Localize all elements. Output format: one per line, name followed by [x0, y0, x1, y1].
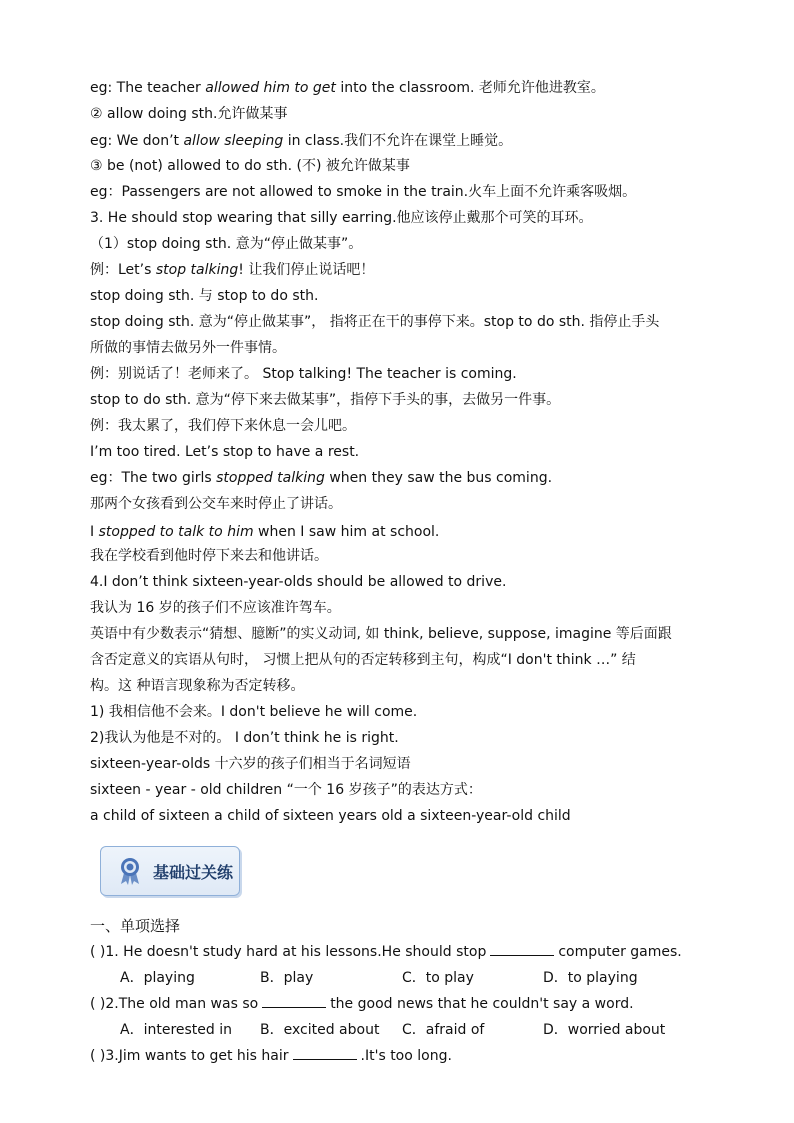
note-line — [90, 208, 593, 228]
note-line — [90, 78, 605, 98]
answer-blank[interactable] — [262, 995, 326, 1008]
answer-option[interactable]: C．to play — [402, 970, 474, 986]
question-stem — [90, 942, 682, 962]
answer-option[interactable]: D．to playing — [543, 970, 638, 986]
note-line — [90, 728, 399, 748]
answer-option[interactable]: A．interested in — [120, 1022, 232, 1038]
text-run: in class.我们不允许在课堂上睡觉。 — [283, 133, 513, 149]
question-text: ( )2.The old man was so — [90, 996, 259, 1012]
answer-option[interactable]: D．worried about — [543, 1022, 666, 1038]
text-run: sixteen-year-olds 十六岁的孩子们相当于名词短语 — [90, 756, 411, 772]
text-run: 4.I don’t think sixteen-year-olds should be allowed to drive. — [90, 574, 507, 590]
answer-option[interactable]: B．play — [260, 970, 314, 986]
section-banner — [100, 846, 240, 896]
note-line — [90, 182, 636, 202]
text-run: eg: We don’t — [90, 133, 184, 149]
note-line — [90, 572, 506, 592]
question-stem — [90, 1046, 452, 1066]
italic-phrase: stop talking — [155, 262, 239, 278]
question-text: computer games. — [558, 944, 682, 960]
italic-phrase: stopped to talk to him — [98, 524, 254, 540]
text-run: sixteen - year - old children “一个 16 岁孩子”的表达方式： — [90, 782, 482, 798]
note-line — [90, 131, 512, 151]
text-run: 含否定意义的宾语从句时， 习惯上把从句的否定转移到主句，构成“I don't think …” 结 — [90, 652, 636, 668]
italic-phrase: allowed him to get — [205, 80, 336, 96]
note-line — [90, 780, 482, 800]
text-run: eg：Passengers are not allowed to smoke in the train.火车上面不允许乘客吸烟。 — [90, 184, 637, 200]
note-line — [90, 390, 560, 410]
note-line — [90, 104, 287, 124]
text-run: I’m too tired. Let’s stop to have a rest. — [90, 444, 360, 460]
medal-icon — [115, 856, 145, 886]
note-line — [90, 546, 328, 566]
text-run: 2)我认为他是不对的。 I don’t think he is right. — [90, 730, 399, 746]
text-run: 例：Let’s — [90, 262, 156, 278]
note-line — [90, 522, 439, 542]
note-line — [90, 650, 636, 670]
note-line — [90, 260, 374, 280]
answer-blank[interactable] — [490, 943, 554, 956]
banner-title: 基础过关练 — [153, 863, 234, 882]
answer-blank[interactable] — [293, 1047, 357, 1060]
note-line — [90, 364, 517, 384]
text-run: ② allow doing sth.允许做某事 — [90, 106, 288, 122]
text-run: stop to do sth. 意为“停下来去做某事”，指停下手头的事，去做另一件事。 — [90, 392, 561, 408]
text-run: 3. He should stop wearing that silly earring.他应该停止戴那个可笑的耳环。 — [90, 210, 593, 226]
text-run: stop doing sth. 与 stop to do sth. — [90, 288, 319, 304]
text-run: （1）stop doing sth. 意为“停止做某事”。 — [90, 236, 363, 252]
note-line — [90, 312, 659, 332]
note-line — [90, 754, 411, 774]
note-line — [90, 468, 552, 488]
question-text: ( )3.Jim wants to get his hair — [90, 1048, 289, 1064]
note-line — [90, 598, 341, 618]
text-run: 我认为 16 岁的孩子们不应该准许驾车。 — [90, 600, 341, 616]
section-title: 一、单项选择 — [90, 917, 181, 935]
italic-phrase: stopped talking — [216, 470, 325, 486]
text-run: 所做的事情去做另外一件事情。 — [90, 340, 286, 356]
note-line — [90, 624, 672, 644]
answer-option[interactable]: A．playing — [120, 970, 195, 986]
note-line — [90, 234, 362, 254]
note-line — [90, 676, 304, 696]
text-run: 构。这 种语言现象称为否定转移。 — [90, 678, 305, 694]
answer-option[interactable]: C．afraid of — [402, 1022, 485, 1038]
text-run: 那两个女孩看到公交车来时停止了讲话。 — [90, 496, 342, 512]
note-line — [90, 494, 342, 514]
text-run: stop doing sth. 意为“停止做某事”， 指将正在干的事停下来。stop to do sth. 指停止手头 — [90, 314, 660, 330]
text-run: 我在学校看到他时停下来去和他讲话。 — [90, 548, 328, 564]
text-run: 英语中有少数表示“猜想、臆断”的实义动词, 如 think, believe, suppose, imagine 等后面跟 — [90, 626, 672, 642]
text-run: ③ be (not) allowed to do sth. (不) 被允许做某事 — [90, 158, 410, 174]
text-run: eg: The teacher — [90, 80, 206, 96]
text-run: eg：The two girls — [90, 470, 217, 486]
note-line — [90, 156, 410, 176]
text-run: when I saw him at school. — [253, 524, 440, 540]
note-line — [90, 416, 356, 436]
text-run: 1) 我相信他不会来。I don't believe he will come. — [90, 704, 418, 720]
text-run: 例：别说话了！老师来了。 Stop talking! The teacher is coming. — [90, 366, 517, 382]
note-line — [90, 286, 318, 306]
note-line — [90, 806, 571, 826]
text-run: I — [90, 524, 99, 540]
note-line — [90, 338, 286, 358]
text-run: into the classroom. 老师允许他进教室。 — [335, 80, 605, 96]
text-run: a child of sixteen a child of sixteen years old a sixteen-year-old child — [90, 808, 571, 824]
question-text: ( )1. He doesn't study hard at his lessons.He should stop — [90, 944, 487, 960]
answer-option[interactable]: B．excited about — [260, 1022, 380, 1038]
question-text: .It's too long. — [360, 1048, 452, 1064]
note-line — [90, 442, 359, 462]
question-stem — [90, 994, 634, 1014]
question-text: the good news that he couldn't say a word. — [330, 996, 634, 1012]
text-run: when they saw the bus coming. — [324, 470, 553, 486]
text-run: ! 让我们停止说话吧！ — [238, 262, 375, 278]
note-line — [90, 702, 417, 722]
text-run: 例：我太累了，我们停下来休息一会儿吧。 — [90, 418, 356, 434]
italic-phrase: allow sleeping — [183, 133, 284, 149]
